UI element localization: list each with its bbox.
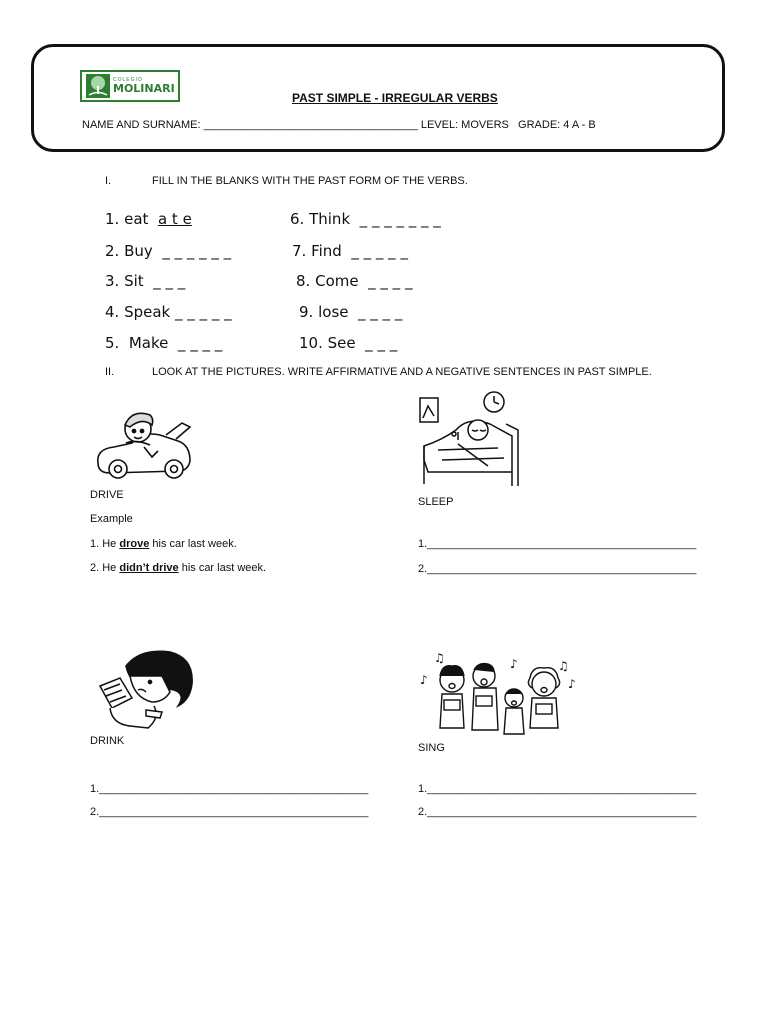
page-title: PAST SIMPLE - IRREGULAR VERBS xyxy=(292,91,498,105)
child-sleeping-illustration xyxy=(418,390,522,490)
verb-item-7: 7. Find _ _ _ _ _ xyxy=(292,242,408,260)
sleep-label: SLEEP xyxy=(418,496,454,508)
music-note-icon: ♫ xyxy=(434,651,445,665)
logo-name: MOLINARI xyxy=(113,82,175,95)
level-label: LEVEL: MOVERS xyxy=(420,119,509,131)
tree-icon xyxy=(86,74,110,98)
music-note-icon: ♪ xyxy=(510,657,518,671)
student-info-line xyxy=(82,119,596,131)
sing-label: SING xyxy=(418,742,445,754)
answer-7[interactable]: _ _ _ _ _ xyxy=(351,242,408,260)
answer-2[interactable]: _ _ _ _ _ _ xyxy=(162,242,232,260)
example-sentence-2: 2. He didn’t drive his car last week. xyxy=(90,562,267,574)
answer-10[interactable]: _ _ _ xyxy=(365,334,398,352)
answer-8[interactable]: _ _ _ _ xyxy=(368,272,413,290)
sleep-answer-line-1[interactable]: 1.____________________________________________ xyxy=(418,538,697,550)
children-singing-illustration xyxy=(418,648,578,740)
section1-number: I. xyxy=(105,175,112,187)
music-note-icon: ♪ xyxy=(420,673,428,687)
drive-label: DRIVE xyxy=(90,489,124,501)
school-logo xyxy=(80,70,180,102)
answer-1[interactable]: a t e xyxy=(157,210,192,228)
verb-item-8: 8. Come _ _ _ _ xyxy=(296,272,413,290)
verb-item-9: 9. lose _ _ _ _ xyxy=(299,303,403,321)
girl-drinking-illustration xyxy=(90,646,196,734)
verb-item-3: 3. Sit _ _ _ xyxy=(105,272,186,290)
section2-number: II. xyxy=(105,366,115,378)
answer-3[interactable]: _ _ _ xyxy=(153,272,186,290)
name-label: NAME AND SURNAME: xyxy=(82,119,201,131)
drink-answer-line-2[interactable]: 2.____________________________________________ xyxy=(90,806,369,818)
boy-driving-car-illustration xyxy=(92,405,194,483)
sleep-answer-line-2[interactable]: 2.____________________________________________ xyxy=(418,563,697,575)
verb-item-4: 4. Speak _ _ _ _ _ xyxy=(105,303,232,321)
section1-instruction: FILL IN THE BLANKS WITH THE PAST FORM OF THE VERBS. xyxy=(152,175,468,187)
drink-label: DRINK xyxy=(90,735,125,747)
example-verb-1: drove xyxy=(119,538,150,550)
example-label: Example xyxy=(90,513,133,525)
verb-item-1: 1. eat a t e xyxy=(105,210,192,228)
verb-item-6: 6. Think _ _ _ _ _ _ _ xyxy=(290,210,441,228)
logo-small-text: COLEGIO xyxy=(113,77,143,83)
drink-answer-line-1[interactable]: 1.____________________________________________ xyxy=(90,783,369,795)
sing-answer-line-2[interactable]: 2.____________________________________________ xyxy=(418,806,697,818)
example-verb-2: didn’t drive xyxy=(119,562,179,574)
answer-5[interactable]: _ _ _ _ xyxy=(177,334,223,352)
sing-answer-line-1[interactable]: 1.____________________________________________ xyxy=(418,783,697,795)
example-sentence-1: 1. He drove his car last week. xyxy=(90,538,237,550)
section2-instruction: LOOK AT THE PICTURES. WRITE AFFIRMATIVE AND A NEGATIVE SENTENCES IN PAST SIMPLE. xyxy=(152,366,652,378)
music-note-icon: ♫ xyxy=(558,659,569,673)
music-note-icon: ♪ xyxy=(568,677,576,691)
answer-4[interactable]: _ _ _ _ _ xyxy=(175,303,232,321)
verb-item-5: 5. Make _ _ _ _ xyxy=(105,334,223,352)
answer-6[interactable]: _ _ _ _ _ _ _ xyxy=(359,210,441,228)
verb-item-2: 2. Buy _ _ _ _ _ _ xyxy=(105,242,232,260)
verb-item-10: 10. See _ _ _ xyxy=(299,334,398,352)
grade-label: GRADE: 4 A - B xyxy=(518,119,596,131)
answer-9[interactable]: _ _ _ _ xyxy=(358,303,403,321)
name-blank[interactable]: ___________________________________ xyxy=(203,119,418,131)
